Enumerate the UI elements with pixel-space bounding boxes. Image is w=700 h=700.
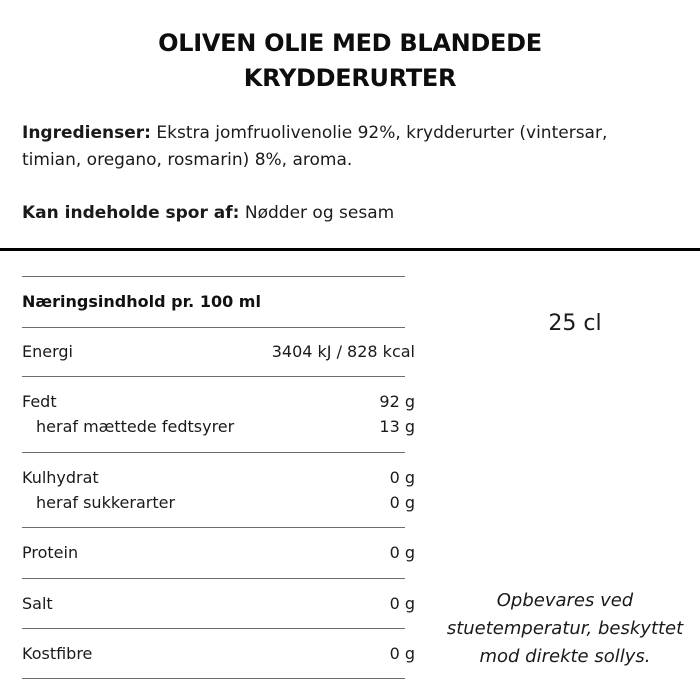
storage-instructions <box>430 587 700 671</box>
ingredients-paragraph <box>22 120 662 174</box>
row-label: Salt <box>22 594 53 613</box>
row-label: heraf sukkerarter <box>36 493 176 512</box>
table-rule <box>22 276 405 277</box>
table-rule <box>22 578 405 579</box>
table-rule <box>22 452 405 453</box>
row-value: 13 g <box>379 417 415 436</box>
row-value: 0 g <box>389 594 415 613</box>
table-rule <box>22 527 405 528</box>
storage-line-2: stuetemperatur, beskyttet <box>446 618 684 639</box>
table-rule <box>22 678 405 679</box>
title-line-1: OLIVEN OLIE MED BLANDEDE <box>158 29 542 57</box>
allergens-paragraph <box>22 200 662 227</box>
row-value: 0 g <box>389 493 415 512</box>
row-label: Fedt <box>22 392 57 411</box>
row-value: 3404 kJ / 828 kcal <box>271 342 415 361</box>
allergens-label: Kan indeholde spor af: <box>22 203 240 223</box>
table-rule <box>22 376 405 377</box>
storage-line-1: Opbevares ved <box>496 590 634 611</box>
row-label: Kulhydrat <box>22 468 99 487</box>
row-label: heraf mættede fedtsyrer <box>36 417 235 436</box>
product-title <box>0 26 700 96</box>
volume-label: 25 cl <box>548 311 602 336</box>
allergens-text: Nødder og sesam <box>239 203 395 223</box>
ingredients-text: Ekstra jomfruolivenolie 92%, krydderurter (vintersar, timian, oregano, rosmarin) 8%, aroma. <box>22 123 608 170</box>
table-rule <box>22 327 405 328</box>
row-value: 0 g <box>389 644 415 663</box>
row-value: 0 g <box>389 543 415 562</box>
row-label: Energi <box>22 342 73 361</box>
ingredients-label: Ingredienser: <box>22 123 151 143</box>
section-divider <box>0 248 700 251</box>
storage-line-3: mod direkte sollys. <box>479 646 651 667</box>
title-line-2: KRYDDERURTER <box>243 64 457 92</box>
nutrition-heading: Næringsindhold pr. 100 ml <box>22 292 261 311</box>
row-value: 92 g <box>379 392 415 411</box>
row-label: Protein <box>22 543 79 562</box>
row-label: Kostfibre <box>22 644 93 663</box>
row-value: 0 g <box>389 468 415 487</box>
table-rule <box>22 628 405 629</box>
